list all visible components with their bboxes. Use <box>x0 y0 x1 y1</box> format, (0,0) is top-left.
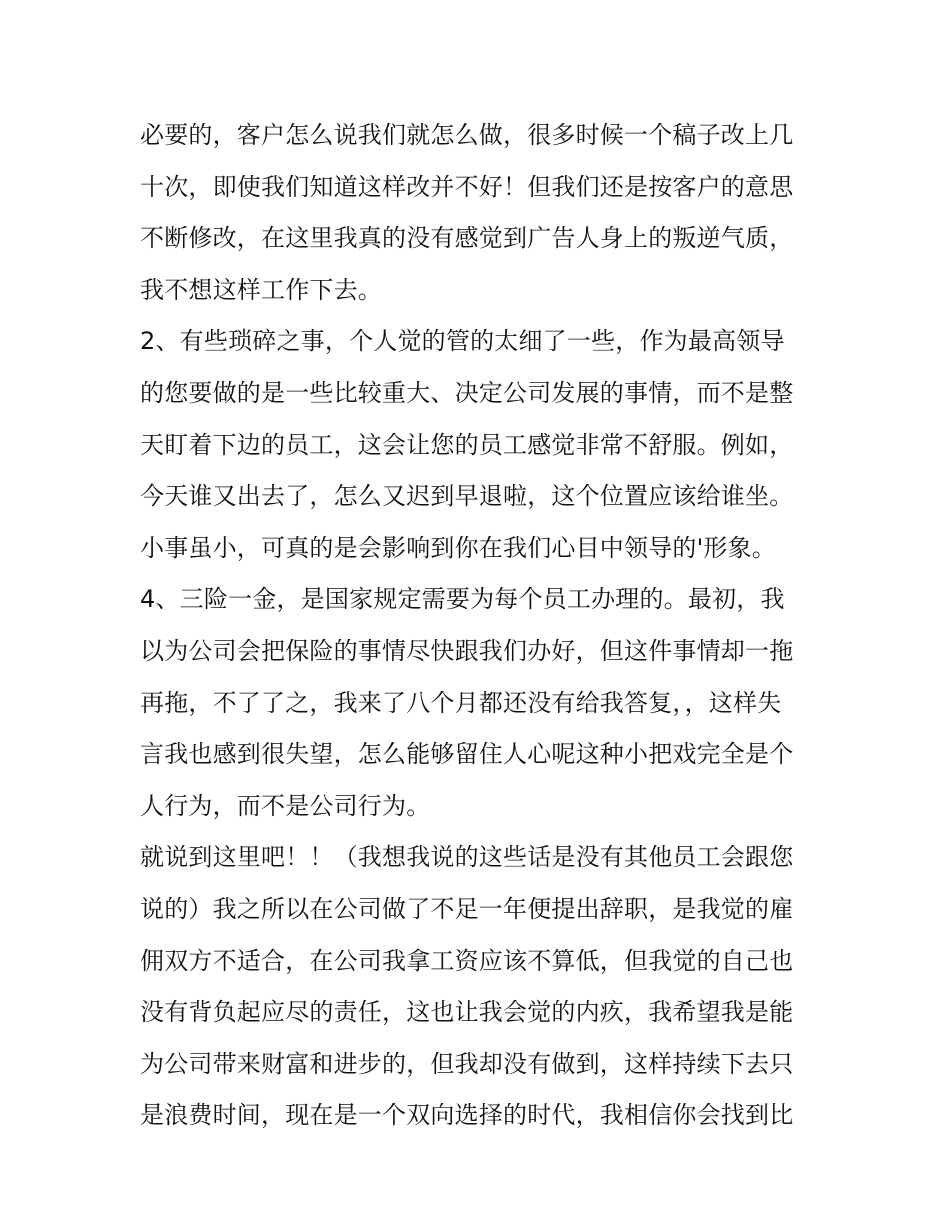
text-line: 天盯着下边的员工，这会让您的员工感觉非常不舒服。例如， <box>140 430 794 459</box>
text-line: 人行为，而不是公司行为。 <box>140 791 431 820</box>
text-line: 再拖，不了了之，我来了八个月都还没有给我答复，，这样失 <box>140 688 782 717</box>
text-line: 我不想这样工作下去。 <box>140 275 382 304</box>
text-line: 为公司带来财富和进步的，但我却没有做到，这样持续下去只 <box>140 1049 794 1078</box>
body-text <box>140 110 820 1142</box>
text-line: 言我也感到很失望，怎么能够留住人心呢这种小把戏完全是个 <box>140 740 794 769</box>
text-line: 的您要做的是一些比较重大、决定公司发展的事情，而不是整 <box>140 378 794 407</box>
text-line: 以为公司会把保险的事情尽快跟我们办好，但这件事情却一拖 <box>140 636 794 665</box>
text-line: 今天谁又出去了，怎么又迟到早退啦，这个位置应该给谁坐。 <box>140 482 794 511</box>
text-line: 说的）我之所以在公司做了不足一年便提出辞职，是我觉的雇 <box>140 894 794 923</box>
text-line: 必要的，客户怎么说我们就怎么做，很多时候一个稿子改上几 <box>140 121 794 149</box>
text-line: 十次，即使我们知道这样改并不好！但我们还是按客户的意思 <box>140 172 794 201</box>
text-line: 不断修改，在这里我真的没有感觉到广告人身上的叛逆气质， <box>140 224 794 253</box>
text-line: 佣双方不适合，在公司我拿工资应该不算低，但我觉的自己也 <box>140 946 794 975</box>
text-line: 没有背负起应尽的责任，这也让我会觉的内疚，我希望我是能 <box>140 998 794 1027</box>
text-line: 是浪费时间，现在是一个双向选择的时代，我相信你会找到比 <box>140 1101 794 1130</box>
text-line: 小事虽小，可真的是会影响到你在我们心目中领导的'形象。 <box>140 533 776 562</box>
text-line: 就说到这里吧！！（我想我说的这些话是没有其他员工会跟您 <box>140 843 794 872</box>
text-line: 4、三险一金，是国家规定需要为每个员工办理的。最初，我 <box>140 585 785 614</box>
text-line: 2、有些琐碎之事，个人觉的管的太细了一些，作为最高领导 <box>140 327 785 356</box>
